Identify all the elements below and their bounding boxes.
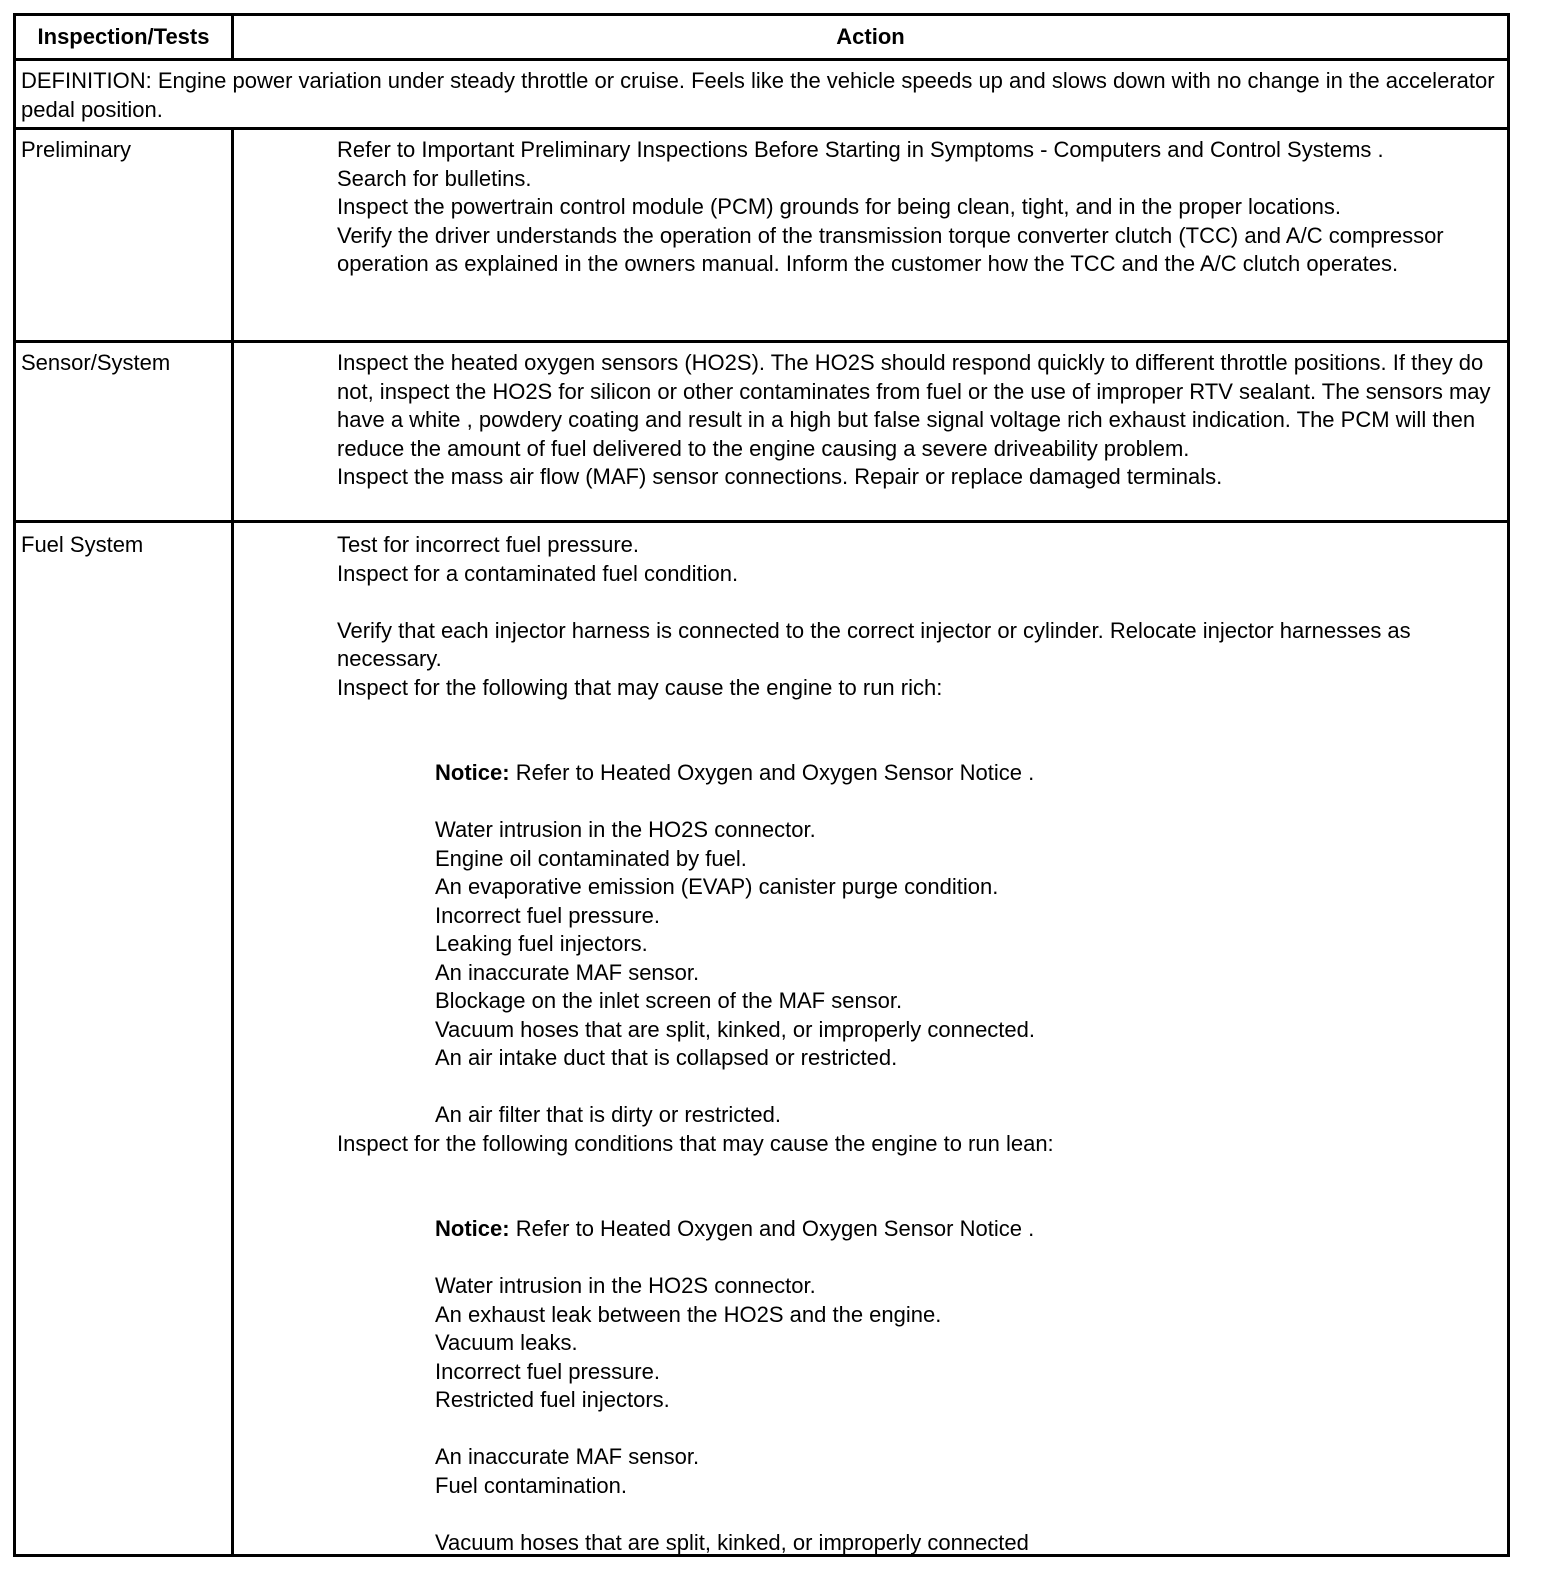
action-line: Search for bulletins. <box>337 165 532 191</box>
row-label-sensor-system: Sensor/System <box>21 350 171 375</box>
header-inspection-tests: Inspection/Tests <box>37 24 210 49</box>
action-line: Verify the driver understands the operation of the transmission torque converter clutch (TCC) and A/C compressor operation as explained in the owners manual. Inform the customer how the TCC and the A/C clutch operates. <box>337 222 1444 276</box>
list-item: An inaccurate MAF sensor. <box>435 1444 700 1469</box>
action-line: Verify that each injector harness is connected to the correct injector or cylinder. Relocate injector harnesses as necessary. <box>337 617 1411 671</box>
action-line: Refer to Important Preliminary Inspections Before Starting in Symptoms - Computers and Control Systems . <box>337 137 1384 162</box>
table-header-row <box>16 16 1507 58</box>
notice-label: Notice: <box>435 760 510 785</box>
list-item: Vacuum hoses that are split, kinked, or improperly connected. <box>435 1016 1036 1042</box>
diagnostic-table <box>13 13 1510 1557</box>
list-item: An inaccurate MAF sensor. <box>435 959 700 985</box>
list-item: An air intake duct that is collapsed or restricted. <box>435 1045 898 1070</box>
action-line: Inspect the mass air flow (MAF) sensor connections. Repair or replace damaged terminals. <box>337 464 1223 489</box>
table-row-sensor-system <box>16 340 1507 523</box>
definition-text: DEFINITION: Engine power variation under steady throttle or cruise. Feels like the vehicle speeds up and slows down with no change in the accelerator pedal position. <box>21 68 1495 122</box>
action-line: Inspect for the following conditions that may cause the engine to run lean: <box>337 1130 1054 1156</box>
notice-text: Refer to Heated Oxygen and Oxygen Sensor Notice . <box>515 760 1035 785</box>
list-item: Fuel contamination. <box>435 1472 627 1498</box>
column-divider <box>231 16 234 58</box>
list-item: Blockage on the inlet screen of the MAF sensor. <box>435 988 903 1013</box>
list-item: Restricted fuel injectors. <box>435 1387 670 1412</box>
notice-text: Refer to Heated Oxygen and Oxygen Sensor Notice . <box>515 1216 1035 1241</box>
action-line: Test for incorrect fuel pressure. <box>337 532 640 557</box>
notice-label: Notice: <box>435 1216 510 1241</box>
row-label-preliminary: Preliminary <box>21 137 132 162</box>
list-item: An evaporative emission (EVAP) canister purge condition. <box>435 874 999 899</box>
list-item: Vacuum leaks. <box>435 1330 578 1355</box>
list-item: Incorrect fuel pressure. <box>435 902 660 928</box>
action-line: Inspect the heated oxygen sensors (HO2S). The HO2S should respond quickly to different throttle positions. If they do not, inspect the HO2S for silicon or other contaminates from fuel or the use of improper RTV sealant. The sensors may have a white , powdery coating and result in a high but false signal voltage rich exhaust indication. The PCM will then reduce the amount of fuel delivered to the engine causing a severe driveability problem. <box>337 350 1491 461</box>
action-line: Inspect for the following that may cause the engine to run rich: <box>337 674 943 700</box>
list-item: Engine oil contaminated by fuel. <box>435 845 747 871</box>
column-divider <box>231 340 234 523</box>
notice-line <box>337 1215 1499 1244</box>
preliminary-actions <box>337 136 1499 279</box>
action-line: Inspect the powertrain control module (PCM) grounds for being clean, tight, and in the proper locations. <box>337 194 1341 219</box>
list-item: Water intrusion in the HO2S connector. <box>435 817 816 842</box>
definition-row <box>16 58 1507 128</box>
column-divider <box>231 520 234 1554</box>
list-item: Vacuum hoses that are split, kinked, or improperly connected <box>435 1529 1029 1555</box>
notice-line <box>337 759 1499 788</box>
table-row-preliminary <box>16 127 1507 340</box>
list-item: Water intrusion in the HO2S connector. <box>435 1273 816 1298</box>
column-divider <box>231 127 234 340</box>
sensor-actions <box>337 349 1499 492</box>
fuel-actions <box>337 531 1499 1557</box>
table-row-fuel-system <box>16 520 1507 1554</box>
row-label-fuel-system: Fuel System <box>21 532 144 557</box>
list-item: An air filter that is dirty or restricted. <box>435 1102 781 1127</box>
list-item: An exhaust leak between the HO2S and the engine. <box>435 1301 942 1327</box>
header-action: Action <box>836 24 905 49</box>
list-item: Incorrect fuel pressure. <box>435 1358 660 1384</box>
action-line: Inspect for a contaminated fuel condition. <box>337 560 739 586</box>
list-item: Leaking fuel injectors. <box>435 931 648 956</box>
